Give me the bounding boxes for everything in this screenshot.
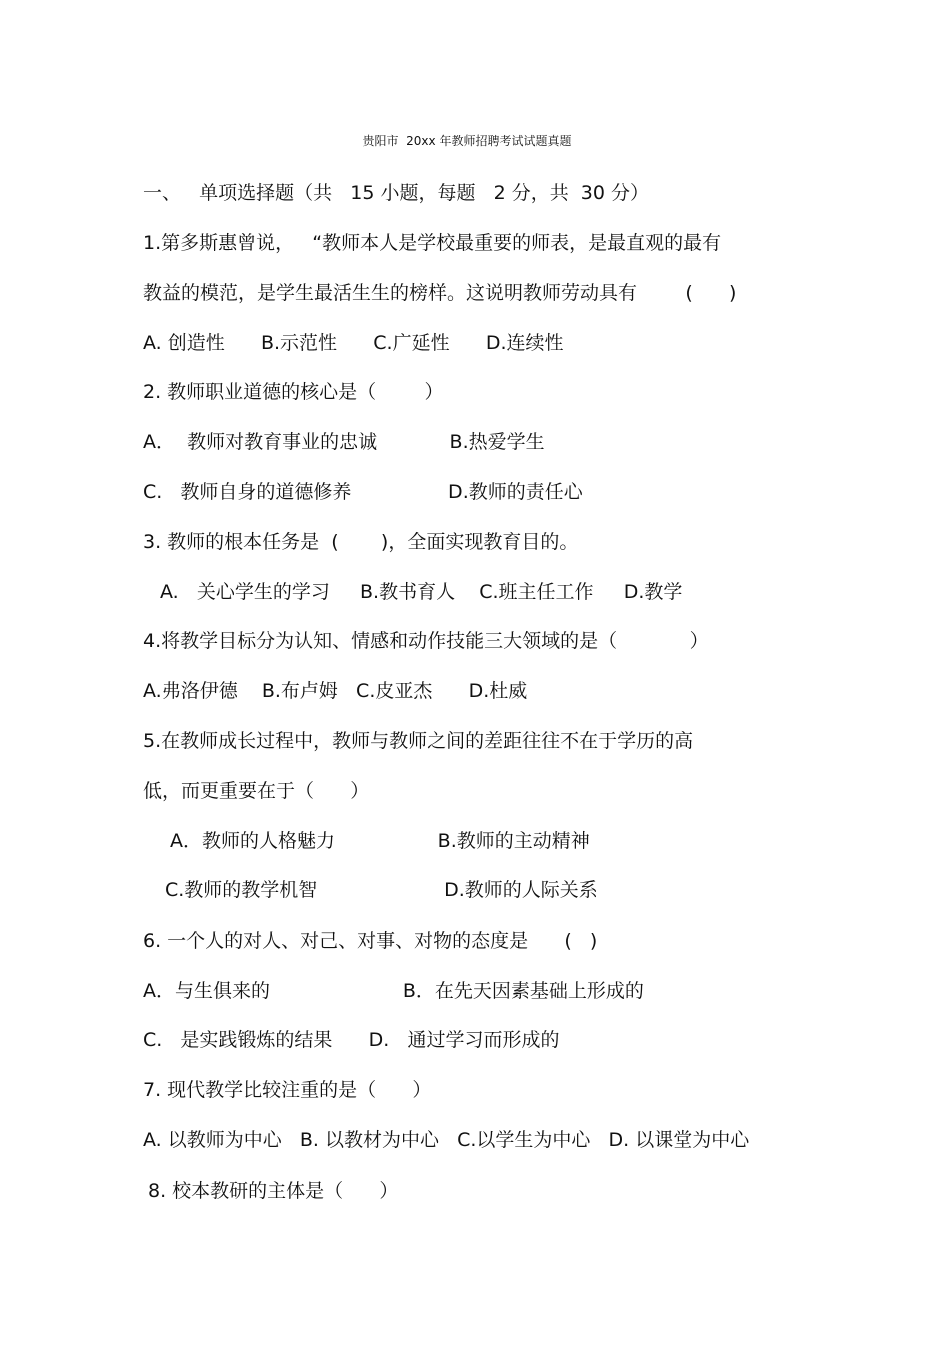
q7-options: A. 以教师为中心 B. 以教材为中心 C.以学生为中心 D. 以课堂为中心 xyxy=(143,1129,750,1151)
q6-options-line1: A．与生俱来的 B．在先天因素基础上形成的 xyxy=(143,980,644,1002)
q1-options: A. 创造性 B.示范性 C.广延性 D.连续性 xyxy=(143,332,564,354)
q2-options-line1: A． 教师对教育事业的忠诚 B.热爱学生 xyxy=(143,431,545,453)
q5-line1: 5.在教师成长过程中，教师与教师之间的差距往往不在于学历的高 xyxy=(143,730,694,752)
q8-stem: 8. 校本教研的主体是（ ） xyxy=(148,1180,399,1202)
q4-stem: 4.将教学目标分为认知、情感和动作技能三大领域的是（ ） xyxy=(143,630,709,652)
q1-line1: 1.第多斯惠曾说， “教师本人是学校最重要的师表，是最直观的最有 xyxy=(143,232,722,254)
q5-options-line2: C.教师的教学机智 D.教师的人际关系 xyxy=(165,879,598,901)
document-title: 贵阳市 20xx 年教师招聘考试试题真题 xyxy=(362,134,572,148)
q3-stem: 3. 教师的根本任务是 ( )，全面实现教育目的。 xyxy=(143,531,579,553)
q6-options-line2: C. 是实践锻炼的结果 D. 通过学习而形成的 xyxy=(143,1029,560,1051)
q6-stem: 6. 一个人的对人、对己、对事、对物的态度是 ( ) xyxy=(143,930,598,952)
q1-line2: 教益的模范，是学生最活生生的榜样。这说明教师劳动具有 ( ) xyxy=(143,282,737,304)
section-heading: 一、 单项选择题（共 15 小题，每题 2 分，共 30 分） xyxy=(143,182,649,204)
q2-stem: 2. 教师职业道德的核心是（ ） xyxy=(143,381,444,403)
q5-options-line1: A．教师的人格魅力 B.教师的主动精神 xyxy=(170,830,590,852)
q4-options: A.弗洛伊德 B.布卢姆 C.皮亚杰 D.杜威 xyxy=(143,680,528,702)
q3-options: A. 关心学生的学习 B.教书育人 C.班主任工作 D.教学 xyxy=(160,581,683,603)
q5-line2: 低，而更重要在于（ ） xyxy=(143,780,370,802)
q7-stem: 7. 现代教学比较注重的是（ ） xyxy=(143,1079,432,1101)
q2-options-line2: C. 教师自身的道德修养 D.教师的责任心 xyxy=(143,481,583,503)
